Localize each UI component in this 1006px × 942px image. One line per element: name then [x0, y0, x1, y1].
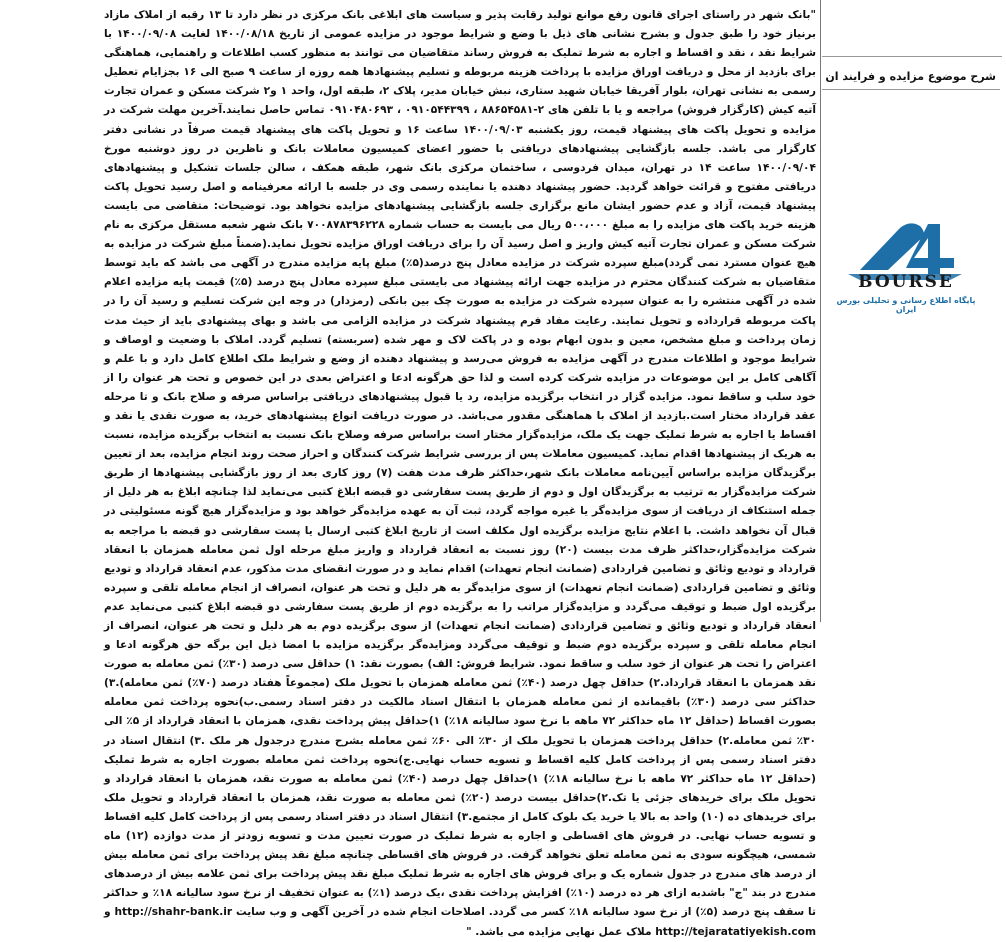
- side-column-label: [822, 70, 1000, 90]
- announcement-text: "بانک شهر در راستای اجرای قانون رفع موانع تولید رقابت پذیر و سیاست های ابلاغی بانک مرکزی در نظر دارد تا ۱۳ رقبه از املاک مازاد برنیاز خود را طبق جدول و بشرح نشانی های ذیل با وضع و شرایط موجود در مزایده عمومی از تاریخ ۱۴۰۰/۰۸/۱۸ لغایت ۱۴۰۰/۰۹/۰۸ با شرایط نقد ، نقد و اقساط و اجاره به شرط تملیک به فروش رساند متقاضیان می توانند به منظور کسب اطلاعات و راهنمایی، هماهنگی برای بازدید از محل و دریافت اوراق مزایده با پرداخت هزینه مربوطه و تسلیم پیشنهادها همه روزه از ساعت ۹ صبح الی ۱۶ بجزایام تعطیل رسمی به نشانی تهران، بلوار آفریقا خیابان شهید ستاری، نبش خیابان مدیر، پلاک ۲، طبقه اول، واحد ۱ و۲ شرکت مسکن و عمران تجارت آتیه کیش (کارگزار فروش) مراجعه و یا با تلفن های ۲-۸۸۶۵۴۵۸۱ ، ۰۹۱۰۵۴۴۳۹۹ ، ۰۹۱۰۴۸۰۶۹۳ تماس حاصل نمایند.آخرین مهلت شرکت در مزایده و تحویل پاکت های پیشنهاد قیمت، روز یکشنبه ۱۴۰۰/۰۹/۰۳ ساعت ۱۶ و تحویل پاکت های پیشنهاد قیمت صرفاً در نشانی دفتر کارگزار می باشد. جلسه بازگشایی پیشنهادهای دریافتی با حضور اعضای کمیسیون معاملات بانک و ناظرین در روز دوشنبه مورخ ۱۴۰۰/۰۹/۰۴ ساعت ۱۴ در تهران، میدان فردوسی ، ساختمان مرکزی بانک شهر، طبقه همکف ، سالن جلسات تشکیل و پیشنهادهای دریافتی مفتوح و قرائت خواهد گردید. حضور پیشنهاد دهنده یا نماینده رسمی وی در جلسه با ارائه معرفینامه و اصل رسید تحویل پاکت پیشنهاد قیمت، آزاد و عدم حضور ایشان مانع برگزاری جلسه بازگشایی پیشنهادهای مزایده نخواهد بود. توضیحات: متقاضی می بایست هزینه خرید پاکت های مزایده را به مبلغ ۵۰۰،۰۰۰ ریال می بایست به حساب شماره ۷۰۰۸۷۸۳۹۶۲۲۸ بانک شهر شعبه مستقل مرکزی به نام شرکت مسکن و عمران تجارت آتیه کیش واریز و اصل رسید آن را برای دریافت اوراق مزایده تحویل نماید.(ضمناً مبلغ شرکت در مزایده به هیچ عنوان مسترد نمی گردد)مبلغ سپرده شرکت در مزایده معادل پنج درصد(۵٪) مبلغ پایه مزایده مندرج در آگهی می باشد که باید توسط متقاضیان به شرکت کنندگان محترم در مزایده جهت ارائه پیشنهاد می بایستی مبلغ سپرده معادل پنج درصد (۵٪) قیمت پایه مزایده اعلام شده در آگهی منتشره را به عنوان سپرده شرکت در مزایده به صورت چک بین بانکی (رمزدار) در وجه این شرکت تسلیم و رسید آن را در پاکت مربوطه قرارداده و تحویل نمایند. رعایت مفاد فرم پیشنهاد شرکت در مزایده الزامی می باشد و بهای پیشنهادی باید از حیث مدت زمان پرداخت و مبلغ مشخص، معین و بدون ابهام بوده و در پاکت لاک و مهر شده (سربسته) تسلیم گردد. املاک با وضعیت و اوصاف و شرایط موجود و اطلاعات مندرج در آگهی مزایده به فروش می‌رسد و پیشنهاد دهنده از وضع و شرایط ملک اطلاع کامل دارد و با علم و آگاهی کامل بر این موضوعات در مزایده شرکت کرده است و لذا حق هرگونه ادعا و اعتراض بعدی در این خصوص و تحت هر عنوان را از خود سلب و ساقط نمود. مزایده گزار در انتخاب برگزیده مزایده، رد یا قبول پیشنهادهای دریافتی براساس صرفه و صلاح بانک و تا مرحله عقد قرارداد مختار است.بازدید از املاک با هماهنگی مقدور می‌باشد. در صورت دریافت انواع پیشنهادهای خرید، به صورت نقدی یا نقد و اقساط یا اجاره به شرط تملیک جهت یک ملک، مزایده‌گزار مختار است براساس صرفه وصلاح بانک نسبت به انتخاب برگزیده مزایده، نسبت به هریک از پیشنهادها اقدام نماید. کمیسیون معاملات پس از بررسی شرایط شرکت کنندگان و احراز صحت روند انجام مزایده، بعد از تعیین برگزیدگان مزایده براساس آیین‌نامه معاملات بانک شهر،حداکثر ظرف مدت هفت (۷) روز کاری بعد از روز بازگشایی پیشنهادها از طریق شرکت مزایده‌گزار به ترتیب به برگزیدگان اول و دوم از طریق پست سفارشی دو قبضه ابلاغ کتبی می‌نماید لذا چنانچه ابلاغ به هر دلیل از جمله استنکاف از دریافت از سوی مزایده‌گر یا غیره مواجه گردد، ثبت آن به عهده مزایده‌گر خواهد بود و مزایده‌گزار هیچ گونه مسئولیتی در قبال آن نخواهد داشت. با اعلام نتایج مزایده برگزیده اول مکلف است از تاریخ ابلاغ کتبی ارسال یا پست سفارشی دو قبضه با مراجعه به شرکت مزایده‌گزار،حداکثر ظرف مدت بیست (۲۰) روز نسبت به انعقاد قرارداد و واریز مبلغ مرحله اول ثمن معامله همزمان با انعقاد قرارداد و تودیع وثائق و تضامین قراردادی (ضمانت انجام تعهدات) اقدام نماید و در صورت انقضای مدت مذکور، عدم انعقاد قرارداد و تودیع وثائق و تضامین قراردادی (ضمانت انجام تعهدات) از سوی مزایده‌گر به هر دلیل و تحت هر عنوان، انصراف از انجام معامله تلقی و سپرده برگزیده اول ضبط و توقیف می‌گردد و مزایده‌گزار مراتب را به برگزیده دوم از طریق پست سفارشی دو قبضه ابلاغ کتبی می‌نماید عدم انعقاد قرارداد و تودیع وثائق و تضامین قراردادی (ضمانت انجام تعهدات) از سوی برگزیده دوم به هر دلیل و تحت هر عنوان، انصراف از انجام معامله تلقی و سپرده برگزیده دوم ضبط و توقیف می‌گردد ومزایده‌گر برگزیده مزایده با امضا ذیل این برگه حق هرگونه ادعا و اعتراض را تحت هر عنوان از خود سلب و ساقط نمود. شرایط فروش: الف) بصورت نقد: ۱) حداقل سی درصد (۳۰٪) ثمن معامله به صورت نقد همزمان با انعقاد قرارداد.۲) حداقل چهل درصد (۴۰٪) ثمن معامله همزمان با تحویل ملک (مجموعاً هفتاد درصد (۷۰٪) ثمن معامله).۳) حداکثر سی درصد (۳۰٪) باقیمانده از ثمن معامله همزمان با انتقال اسناد مالکیت در دفتر اسناد رسمی.ب)نحوه پرداخت ثمن معامله بصورت اقساط (حداقل ۱۲ ماه حداکثر ۷۲ ماهه با نرخ سود سالیانه ۱۸٪) ۱)حداقل پیش پرداخت نقدی، همزمان با انعقاد قرارداد از ۵٪ الی ۳۰٪ ثمن معامله.۲) حداقل پرداخت همزمان با تحویل ملک از ۳۰٪ الی ۶۰٪ ثمن معامله بشرح مندرج درجدول هر ملک .۳) انتقال اسناد در دفتر اسناد رسمی پس از پرداخت کامل کلیه اقساط و تسویه حساب نهایی.ج)نحوه پرداخت ثمن معامله بصورت اجاره به شرط تملیک (حداقل ۱۲ ماه حداکثر ۷۲ ماهه با نرخ سالیانه ۱۸٪) ۱)حداقل چهل درصد (۴۰٪) ثمن معامله به صورت نقد، همزمان با انعقاد قرارداد و تحویل ملک برای خریدهای جزئی یا تک.۲)حداقل بیست درصد (۲۰٪) ثمن معامله به صورت نقد، همزمان با انعقاد قرارداد و تحویل ملک برای خریدهای ده (۱۰) واحد به بالا یا خرید یک بلوک کامل از مجتمع.۳) انتقال اسناد در دفتر اسناد رسمی پس از پرداخت کامل کلیه اقساط و تسویه حساب نهایی. در فروش های اقساطی و اجاره به شرط تملیک در صورت تعیین مدت و تسویه زودتر از مدت دوازده (۱۲) ماه شمسی، هیچگونه سودی به ثمن معامله تعلق نخواهد گرفت. در فروش های اقساطی چنانچه مبلغ نقد پیش پرداخت برای ثمن معامله بیش از درصد های مندرج در جدول شماره یک و برای فروش های اجاره به شرط تملیک مبلغ نقد پیش پرداخت برای ثمن علامه بیش از درصدهای مندرج در بند "ج" باشدبه ازای هر ده درصد (۱۰٪) افزایش پرداخت نقدی ،یک درصد (۱٪) به عنوان تخفیف از نرخ سود سالیانه ۱۸٪ و حداکثر تا سقف پنج درصد (۵٪) از نرخ سود سالیانه ۱۸٪ کسر می گردد. اصلاحات انجام شده در آخرین آگهی و وب سایت: [104, 9, 817, 919]
- announcement-body: [104, 6, 817, 938]
- broker-website-link[interactable]: http://tejaratatiyekish.com: [655, 925, 816, 938]
- announcement-paragraph: [104, 6, 816, 942]
- bank-website-link[interactable]: http://shahr-bank.ir: [114, 906, 233, 919]
- connector-text: و: [104, 906, 115, 919]
- side-label-text: شرح موضوع مزایده و فرایند ان: [825, 70, 996, 83]
- column-divider: [820, 0, 821, 622]
- logo-tagline: پایگاه اطلاع رسانی و تحلیلی بورس ایران: [836, 296, 976, 314]
- logo-wordmark: BOURSE: [858, 272, 954, 292]
- header-rule: [822, 56, 1002, 57]
- announcement-tail-text: ملاک عمل نهایی مزایده می باشد. ": [466, 925, 656, 938]
